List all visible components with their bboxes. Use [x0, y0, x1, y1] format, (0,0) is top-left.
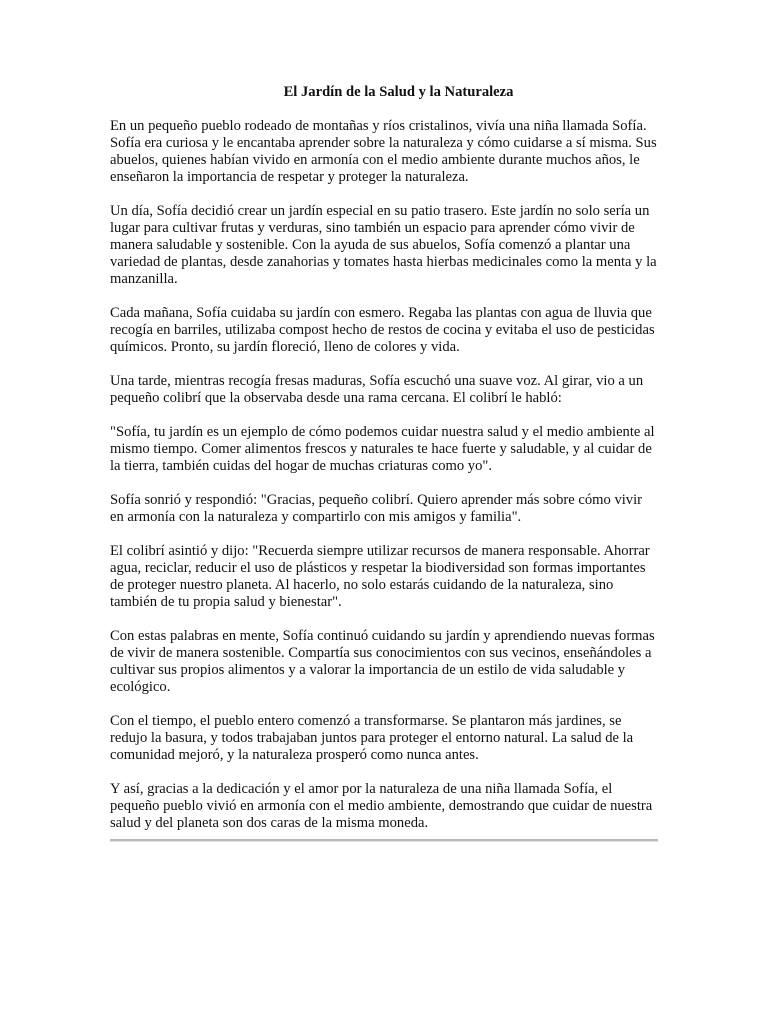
document-title: El Jardín de la Salud y la Naturaleza	[283, 84, 514, 100]
paragraph: Con estas palabras en mente, Sofía continuó cuidando su jardín y aprendiendo nuevas formas de vivir de manera sostenible. Compartía sus conocimientos con sus vecinos, enseñándoles a cultivar sus propios alimentos y a valorar la importancia de un estilo de vida saludable y ecológico.	[110, 628, 655, 695]
paragraph: En un pequeño pueblo rodeado de montañas y ríos cristalinos, vivía una niña llamada Sofía. Sofía era curiosa y le encantaba aprender sobre la naturaleza y cómo cuidarse a sí misma. Sus abuelos, quienes habían vivido en armonía con el medio ambiente durante muchos años, le enseñaron la importancia de respetar y proteger la naturaleza.	[110, 118, 657, 185]
paragraph: Cada mañana, Sofía cuidaba su jardín con esmero. Regaba las plantas con agua de lluvia que recogía en barriles, utilizaba compost hecho de restos de cocina y evitaba el uso de pesticidas químicos. Pronto, su jardín floreció, lleno de colores y vida.	[110, 305, 655, 355]
paragraph: Con el tiempo, el pueblo entero comenzó a transformarse. Se plantaron más jardines, se redujo la basura, y todos trabajaban juntos para proteger el entorno natural. La salud de la comunidad mejoró, y la naturaleza prosperó como nunca antes.	[110, 713, 634, 763]
paragraph: Una tarde, mientras recogía fresas maduras, Sofía escuchó una suave voz. Al girar, vio a un pequeño colibrí que la observaba desde una rama cercana. El colibrí le habló:	[110, 373, 644, 406]
paragraph: El colibrí asintió y dijo: "Recuerda siempre utilizar recursos de manera responsable. Ahorrar agua, reciclar, reducir el uso de plásticos y respetar la biodiversidad son formas importantes de proteger nuestro planeta. Al hacerlo, no solo estarás cuidando de la naturaleza, sino también de tu propia salud y bienestar".	[110, 543, 650, 610]
paragraph: Y así, gracias a la dedicación y el amor por la naturaleza de una niña llamada Sofía, el pequeño pueblo vivió en armonía con el medio ambiente, demostrando que cuidar de nuestra salud y del planeta son dos caras de la misma moneda.	[110, 781, 653, 831]
horizontal-divider	[110, 839, 658, 842]
paragraph: Un día, Sofía decidió crear un jardín especial en su patio trasero. Este jardín no solo sería un lugar para cultivar frutas y verduras, sino también un espacio para aprender cómo vivir de manera saludable y sostenible. Con la ayuda de sus abuelos, Sofía comenzó a plantar una variedad de plantas, desde zanahorias y tomates hasta hierbas medicinales como la menta y la manzanilla.	[110, 203, 657, 287]
paragraph: "Sofía, tu jardín es un ejemplo de cómo podemos cuidar nuestra salud y el medio ambiente al mismo tiempo. Comer alimentos frescos y naturales te hace fuerte y saludable, y al cuidar de la tierra, también cuidas del hogar de muchas criaturas como yo".	[110, 424, 655, 474]
document-page	[110, 84, 658, 842]
paragraph: Sofía sonrió y respondió: "Gracias, pequeño colibrí. Quiero aprender más sobre cómo vivir en armonía con la naturaleza y compartirlo con mis amigos y familia".	[110, 492, 643, 525]
